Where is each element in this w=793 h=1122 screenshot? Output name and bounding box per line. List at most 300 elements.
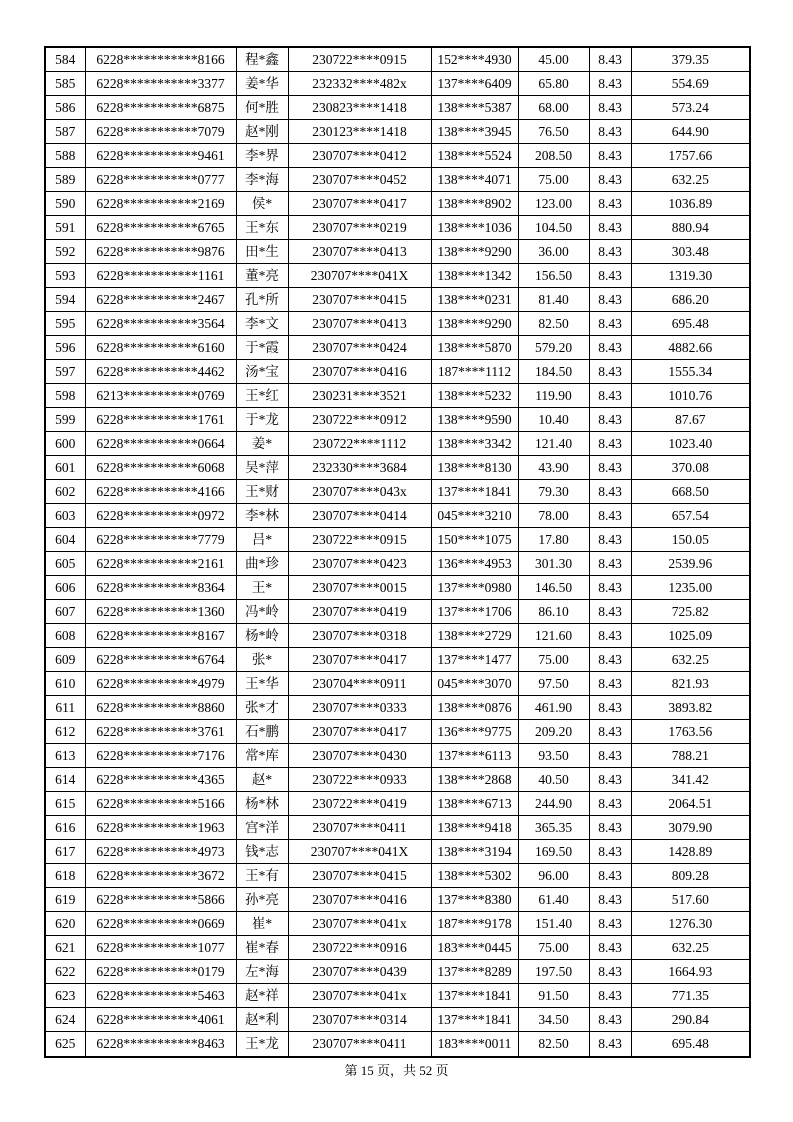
total-cell: 1763.56: [631, 720, 750, 744]
table-row: [45, 192, 750, 216]
card-number-cell: 6228***********8167: [85, 624, 236, 648]
phone-cell: 138****5524: [431, 144, 518, 168]
amount-cell: 146.50: [518, 576, 589, 600]
rate-cell: 8.43: [589, 456, 631, 480]
card-number-cell: 6228***********7779: [85, 528, 236, 552]
row-number-cell: 622: [45, 960, 85, 984]
phone-cell: 138****5302: [431, 864, 518, 888]
card-number-cell: 6228***********1360: [85, 600, 236, 624]
amount-cell: 65.80: [518, 72, 589, 96]
amount-cell: 76.50: [518, 120, 589, 144]
table-row: [45, 912, 750, 936]
phone-cell: 183****0445: [431, 936, 518, 960]
name-cell: 吕*: [236, 528, 288, 552]
phone-cell: 137****1477: [431, 648, 518, 672]
table-row: [45, 624, 750, 648]
card-number-cell: 6228***********6875: [85, 96, 236, 120]
name-cell: 杨*林: [236, 792, 288, 816]
row-number-cell: 620: [45, 912, 85, 936]
card-number-cell: 6228***********3761: [85, 720, 236, 744]
row-number-cell: 592: [45, 240, 85, 264]
name-cell: 王*有: [236, 864, 288, 888]
amount-cell: 75.00: [518, 168, 589, 192]
row-number-cell: 623: [45, 984, 85, 1008]
card-number-cell: 6228***********7176: [85, 744, 236, 768]
name-cell: 崔*: [236, 912, 288, 936]
total-cell: 1428.89: [631, 840, 750, 864]
name-cell: 赵*: [236, 768, 288, 792]
amount-cell: 40.50: [518, 768, 589, 792]
row-number-cell: 598: [45, 384, 85, 408]
name-cell: 孙*亮: [236, 888, 288, 912]
id-number-cell: 230722****0912: [288, 408, 431, 432]
row-number-cell: 608: [45, 624, 85, 648]
row-number-cell: 600: [45, 432, 85, 456]
table-row: [45, 216, 750, 240]
rate-cell: 8.43: [589, 792, 631, 816]
id-number-cell: 230707****0015: [288, 576, 431, 600]
amount-cell: 79.30: [518, 480, 589, 504]
table-row: [45, 648, 750, 672]
name-cell: 常*库: [236, 744, 288, 768]
amount-cell: 45.00: [518, 47, 589, 72]
name-cell: 冯*岭: [236, 600, 288, 624]
total-cell: 632.25: [631, 648, 750, 672]
name-cell: 王*东: [236, 216, 288, 240]
rate-cell: 8.43: [589, 168, 631, 192]
name-cell: 侯*: [236, 192, 288, 216]
phone-cell: 187****1112: [431, 360, 518, 384]
row-number-cell: 604: [45, 528, 85, 552]
table-row: [45, 600, 750, 624]
row-number-cell: 590: [45, 192, 85, 216]
id-number-cell: 230707****041x: [288, 984, 431, 1008]
rate-cell: 8.43: [589, 720, 631, 744]
phone-cell: 138****5387: [431, 96, 518, 120]
id-number-cell: 230707****0415: [288, 864, 431, 888]
phone-cell: 138****1342: [431, 264, 518, 288]
amount-cell: 208.50: [518, 144, 589, 168]
phone-cell: 138****6713: [431, 792, 518, 816]
table-row: [45, 120, 750, 144]
card-number-cell: 6228***********3564: [85, 312, 236, 336]
phone-cell: 138****9418: [431, 816, 518, 840]
row-number-cell: 619: [45, 888, 85, 912]
id-number-cell: 230722****0915: [288, 47, 431, 72]
row-number-cell: 601: [45, 456, 85, 480]
row-number-cell: 615: [45, 792, 85, 816]
table-row: [45, 528, 750, 552]
table-row: [45, 936, 750, 960]
id-number-cell: 230707****0452: [288, 168, 431, 192]
amount-cell: 461.90: [518, 696, 589, 720]
phone-cell: 045****3070: [431, 672, 518, 696]
id-number-cell: 230707****0413: [288, 312, 431, 336]
phone-cell: 138****3342: [431, 432, 518, 456]
amount-cell: 97.50: [518, 672, 589, 696]
phone-cell: 150****1075: [431, 528, 518, 552]
phone-cell: 187****9178: [431, 912, 518, 936]
row-number-cell: 597: [45, 360, 85, 384]
card-number-cell: 6228***********1761: [85, 408, 236, 432]
id-number-cell: 230722****1112: [288, 432, 431, 456]
card-number-cell: 6228***********2169: [85, 192, 236, 216]
card-number-cell: 6213***********0769: [85, 384, 236, 408]
amount-cell: 169.50: [518, 840, 589, 864]
amount-cell: 104.50: [518, 216, 589, 240]
amount-cell: 75.00: [518, 936, 589, 960]
id-number-cell: 230707****041x: [288, 912, 431, 936]
masked-payment-table: [44, 46, 751, 1058]
row-number-cell: 618: [45, 864, 85, 888]
total-cell: 788.21: [631, 744, 750, 768]
id-number-cell: 230707****0417: [288, 648, 431, 672]
id-number-cell: 230722****0933: [288, 768, 431, 792]
table-row: [45, 288, 750, 312]
row-number-cell: 602: [45, 480, 85, 504]
table-row: [45, 720, 750, 744]
id-number-cell: 230707****0439: [288, 960, 431, 984]
table-row: [45, 816, 750, 840]
total-cell: 2539.96: [631, 552, 750, 576]
amount-cell: 151.40: [518, 912, 589, 936]
name-cell: 曲*珍: [236, 552, 288, 576]
amount-cell: 244.90: [518, 792, 589, 816]
total-cell: 341.42: [631, 768, 750, 792]
phone-cell: 183****0011: [431, 1032, 518, 1057]
total-cell: 695.48: [631, 1032, 750, 1057]
name-cell: 李*林: [236, 504, 288, 528]
rate-cell: 8.43: [589, 144, 631, 168]
phone-cell: 138****0231: [431, 288, 518, 312]
card-number-cell: 6228***********9461: [85, 144, 236, 168]
total-cell: 686.20: [631, 288, 750, 312]
phone-cell: 137****1706: [431, 600, 518, 624]
name-cell: 于*龙: [236, 408, 288, 432]
rate-cell: 8.43: [589, 888, 631, 912]
row-number-cell: 606: [45, 576, 85, 600]
total-cell: 632.25: [631, 936, 750, 960]
name-cell: 孔*所: [236, 288, 288, 312]
rate-cell: 8.43: [589, 648, 631, 672]
table-row: [45, 336, 750, 360]
total-cell: 1023.40: [631, 432, 750, 456]
card-number-cell: 6228***********3377: [85, 72, 236, 96]
total-cell: 370.08: [631, 456, 750, 480]
name-cell: 钱*志: [236, 840, 288, 864]
name-cell: 姜*: [236, 432, 288, 456]
phone-cell: 138****9290: [431, 312, 518, 336]
name-cell: 王*财: [236, 480, 288, 504]
name-cell: 王*龙: [236, 1032, 288, 1057]
id-number-cell: 230707****041X: [288, 840, 431, 864]
row-number-cell: 616: [45, 816, 85, 840]
table-row: [45, 1008, 750, 1032]
rate-cell: 8.43: [589, 288, 631, 312]
rate-cell: 8.43: [589, 432, 631, 456]
card-number-cell: 6228***********6068: [85, 456, 236, 480]
total-cell: 1036.89: [631, 192, 750, 216]
id-number-cell: 230707****0417: [288, 192, 431, 216]
rate-cell: 8.43: [589, 816, 631, 840]
name-cell: 汤*宝: [236, 360, 288, 384]
amount-cell: 123.00: [518, 192, 589, 216]
amount-cell: 197.50: [518, 960, 589, 984]
phone-cell: 138****2729: [431, 624, 518, 648]
rate-cell: 8.43: [589, 576, 631, 600]
id-number-cell: 230707****043x: [288, 480, 431, 504]
phone-cell: 138****2868: [431, 768, 518, 792]
row-number-cell: 611: [45, 696, 85, 720]
amount-cell: 86.10: [518, 600, 589, 624]
total-cell: 3079.90: [631, 816, 750, 840]
card-number-cell: 6228***********8166: [85, 47, 236, 72]
id-number-cell: 230823****1418: [288, 96, 431, 120]
row-number-cell: 614: [45, 768, 85, 792]
phone-cell: 137****1841: [431, 1008, 518, 1032]
rate-cell: 8.43: [589, 240, 631, 264]
rate-cell: 8.43: [589, 480, 631, 504]
phone-cell: 138****5870: [431, 336, 518, 360]
table-row: [45, 576, 750, 600]
amount-cell: 10.40: [518, 408, 589, 432]
total-cell: 1235.00: [631, 576, 750, 600]
total-cell: 290.84: [631, 1008, 750, 1032]
table-row: [45, 312, 750, 336]
row-number-cell: 591: [45, 216, 85, 240]
amount-cell: 365.35: [518, 816, 589, 840]
rate-cell: 8.43: [589, 672, 631, 696]
row-number-cell: 605: [45, 552, 85, 576]
rate-cell: 8.43: [589, 624, 631, 648]
rate-cell: 8.43: [589, 336, 631, 360]
row-number-cell: 612: [45, 720, 85, 744]
table-row: [45, 408, 750, 432]
phone-cell: 138****3945: [431, 120, 518, 144]
card-number-cell: 6228***********2467: [85, 288, 236, 312]
amount-cell: 82.50: [518, 1032, 589, 1057]
card-number-cell: 6228***********4462: [85, 360, 236, 384]
card-number-cell: 6228***********5463: [85, 984, 236, 1008]
name-cell: 王*: [236, 576, 288, 600]
row-number-cell: 589: [45, 168, 85, 192]
id-number-cell: 230707****0314: [288, 1008, 431, 1032]
table-row: [45, 96, 750, 120]
name-cell: 赵*祥: [236, 984, 288, 1008]
total-cell: 809.28: [631, 864, 750, 888]
id-number-cell: 230707****0415: [288, 288, 431, 312]
rate-cell: 8.43: [589, 216, 631, 240]
table-row: [45, 504, 750, 528]
total-cell: 725.82: [631, 600, 750, 624]
row-number-cell: 607: [45, 600, 85, 624]
name-cell: 赵*刚: [236, 120, 288, 144]
id-number-cell: 230707****0219: [288, 216, 431, 240]
amount-cell: 75.00: [518, 648, 589, 672]
id-number-cell: 230704****0911: [288, 672, 431, 696]
card-number-cell: 6228***********4979: [85, 672, 236, 696]
rate-cell: 8.43: [589, 72, 631, 96]
amount-cell: 61.40: [518, 888, 589, 912]
total-cell: 1757.66: [631, 144, 750, 168]
total-cell: 554.69: [631, 72, 750, 96]
amount-cell: 209.20: [518, 720, 589, 744]
card-number-cell: 6228***********2161: [85, 552, 236, 576]
table-row: [45, 264, 750, 288]
id-number-cell: 230722****0915: [288, 528, 431, 552]
amount-cell: 36.00: [518, 240, 589, 264]
row-number-cell: 599: [45, 408, 85, 432]
rate-cell: 8.43: [589, 96, 631, 120]
amount-cell: 93.50: [518, 744, 589, 768]
phone-cell: 137****8289: [431, 960, 518, 984]
phone-cell: 138****4071: [431, 168, 518, 192]
phone-cell: 137****1841: [431, 984, 518, 1008]
name-cell: 程*鑫: [236, 47, 288, 72]
id-number-cell: 232332****482x: [288, 72, 431, 96]
total-cell: 632.25: [631, 168, 750, 192]
name-cell: 石*鹏: [236, 720, 288, 744]
amount-cell: 121.60: [518, 624, 589, 648]
id-number-cell: 230707****0419: [288, 600, 431, 624]
name-cell: 张*才: [236, 696, 288, 720]
id-number-cell: 230707****0413: [288, 240, 431, 264]
row-number-cell: 625: [45, 1032, 85, 1057]
amount-cell: 82.50: [518, 312, 589, 336]
name-cell: 王*华: [236, 672, 288, 696]
amount-cell: 301.30: [518, 552, 589, 576]
card-number-cell: 6228***********4061: [85, 1008, 236, 1032]
card-number-cell: 6228***********7079: [85, 120, 236, 144]
total-cell: 644.90: [631, 120, 750, 144]
name-cell: 崔*春: [236, 936, 288, 960]
phone-cell: 136****4953: [431, 552, 518, 576]
total-cell: 303.48: [631, 240, 750, 264]
phone-cell: 137****6409: [431, 72, 518, 96]
rate-cell: 8.43: [589, 312, 631, 336]
table-row: [45, 960, 750, 984]
row-number-cell: 610: [45, 672, 85, 696]
table-row: [45, 552, 750, 576]
row-number-cell: 613: [45, 744, 85, 768]
table-row: [45, 840, 750, 864]
total-cell: 1664.93: [631, 960, 750, 984]
rate-cell: 8.43: [589, 384, 631, 408]
amount-cell: 96.00: [518, 864, 589, 888]
total-cell: 573.24: [631, 96, 750, 120]
phone-cell: 138****9590: [431, 408, 518, 432]
rate-cell: 8.43: [589, 264, 631, 288]
row-number-cell: 594: [45, 288, 85, 312]
total-cell: 657.54: [631, 504, 750, 528]
card-number-cell: 6228***********4973: [85, 840, 236, 864]
rate-cell: 8.43: [589, 1008, 631, 1032]
row-number-cell: 584: [45, 47, 85, 72]
id-number-cell: 232330****3684: [288, 456, 431, 480]
rate-cell: 8.43: [589, 408, 631, 432]
amount-cell: 43.90: [518, 456, 589, 480]
rate-cell: 8.43: [589, 840, 631, 864]
rate-cell: 8.43: [589, 120, 631, 144]
phone-cell: 138****9290: [431, 240, 518, 264]
phone-cell: 138****0876: [431, 696, 518, 720]
name-cell: 杨*岭: [236, 624, 288, 648]
card-number-cell: 6228***********6764: [85, 648, 236, 672]
id-number-cell: 230231****3521: [288, 384, 431, 408]
phone-cell: 138****1036: [431, 216, 518, 240]
phone-cell: 137****6113: [431, 744, 518, 768]
table-row: [45, 696, 750, 720]
rate-cell: 8.43: [589, 912, 631, 936]
rate-cell: 8.43: [589, 696, 631, 720]
card-number-cell: 6228***********4166: [85, 480, 236, 504]
card-number-cell: 6228***********8860: [85, 696, 236, 720]
card-number-cell: 6228***********1077: [85, 936, 236, 960]
row-number-cell: 617: [45, 840, 85, 864]
name-cell: 左*海: [236, 960, 288, 984]
table-row: [45, 384, 750, 408]
total-cell: 1010.76: [631, 384, 750, 408]
card-number-cell: 6228***********8364: [85, 576, 236, 600]
id-number-cell: 230707****0412: [288, 144, 431, 168]
table-row: [45, 240, 750, 264]
total-cell: 880.94: [631, 216, 750, 240]
rate-cell: 8.43: [589, 47, 631, 72]
card-number-cell: 6228***********9876: [85, 240, 236, 264]
id-number-cell: 230707****0430: [288, 744, 431, 768]
table-row: [45, 72, 750, 96]
table-row: [45, 480, 750, 504]
row-number-cell: 593: [45, 264, 85, 288]
table-row: [45, 456, 750, 480]
row-number-cell: 624: [45, 1008, 85, 1032]
name-cell: 姜*华: [236, 72, 288, 96]
phone-cell: 138****8902: [431, 192, 518, 216]
table-row: [45, 984, 750, 1008]
row-number-cell: 586: [45, 96, 85, 120]
card-number-cell: 6228***********5866: [85, 888, 236, 912]
total-cell: 771.35: [631, 984, 750, 1008]
phone-cell: 152****4930: [431, 47, 518, 72]
rate-cell: 8.43: [589, 1032, 631, 1057]
total-cell: 1276.30: [631, 912, 750, 936]
id-number-cell: 230707****0333: [288, 696, 431, 720]
rate-cell: 8.43: [589, 936, 631, 960]
total-cell: 4882.66: [631, 336, 750, 360]
amount-cell: 78.00: [518, 504, 589, 528]
rate-cell: 8.43: [589, 552, 631, 576]
total-cell: 379.35: [631, 47, 750, 72]
name-cell: 于*霞: [236, 336, 288, 360]
card-number-cell: 6228***********8463: [85, 1032, 236, 1057]
name-cell: 宫*洋: [236, 816, 288, 840]
card-number-cell: 6228***********1161: [85, 264, 236, 288]
page-number-footer: 第 15 页，共 52 页: [344, 1063, 449, 1078]
table-row: [45, 47, 750, 72]
phone-cell: 138****8130: [431, 456, 518, 480]
card-number-cell: 6228***********6765: [85, 216, 236, 240]
name-cell: 田*生: [236, 240, 288, 264]
total-cell: 87.67: [631, 408, 750, 432]
table-row: [45, 864, 750, 888]
rate-cell: 8.43: [589, 192, 631, 216]
card-number-cell: 6228***********5166: [85, 792, 236, 816]
table-row: [45, 744, 750, 768]
row-number-cell: 595: [45, 312, 85, 336]
total-cell: 821.93: [631, 672, 750, 696]
table-row: [45, 360, 750, 384]
name-cell: 李*界: [236, 144, 288, 168]
